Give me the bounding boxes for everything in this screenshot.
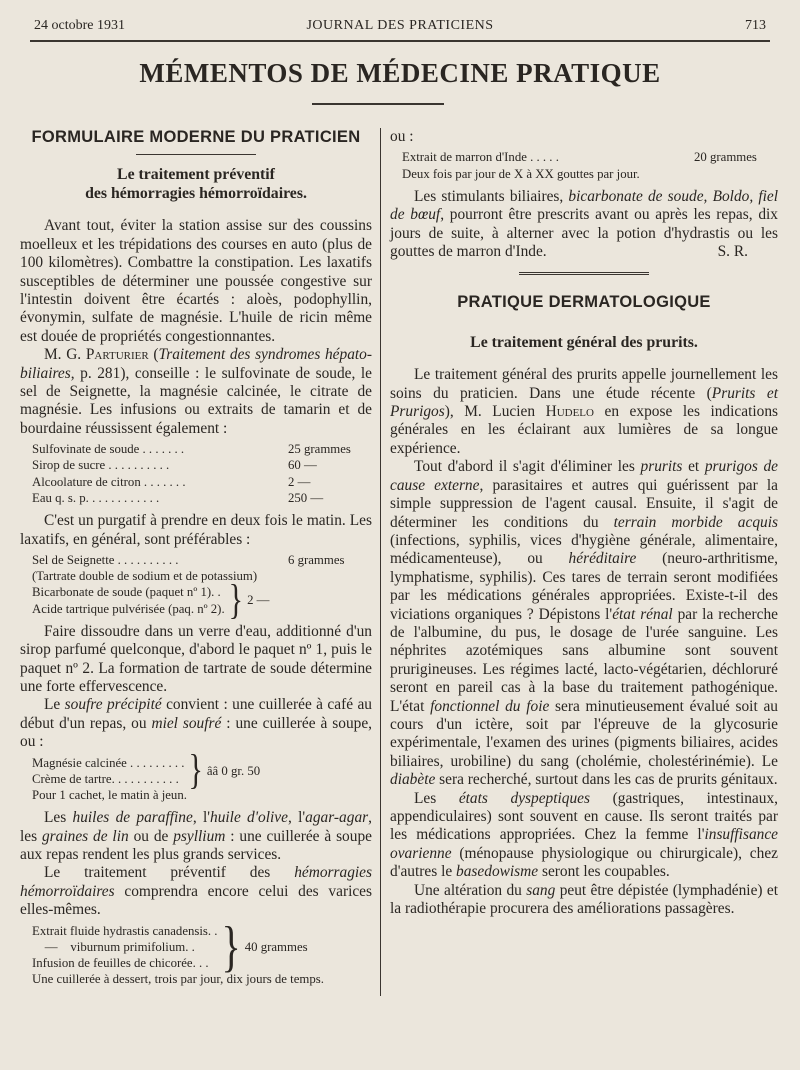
prescription-1 [32, 441, 372, 506]
section-rule [136, 154, 256, 155]
title-rule [312, 103, 444, 105]
paragraph: Tout d'abord il s'agit d'éliminer les prurits et prurigos de cause externe, parasitaires et autres qui guérissent par la simple suppression de l'agent causal. Ensuite, il s'agit de déterminer les conditions du terrain morbide acquis (infections, syphilis, vices d'hygiène générale, alimentaire, médicamenteuse), ou héréditaire (neuro-arthritisme, lymphatisme, syphilis). Ces tares de terrain seront modifiées par les médications générales appropriées. Existe-t-il des viciations organiques ? Dépistons l'état rénal par la recherche de l'albumine, du pus, le dosage de l'urée sanguine. Les néphrites azotémiques sans albumine sont souvent prurigineuses. Les régimes lacté, lacto-végétarien, déchloruré seront en pareil cas à la base du traitement pathogénique. L'état fonctionnel du foie sera minutieusement évalué soit au cours d'un ictère, soit par l'épreuve de la glycosurie expérimentale, l'examen des urines (pigments biliaires, acides biliaires, urobiline) du sang (cholémie, cholestérinémie). Le diabète sera recherché, surtout dans les cas de prurits génitaux. [390, 458, 778, 789]
author-name: M. G. Parturier [44, 346, 149, 364]
prescription-line: Sulfovinate de soude . . . . . . . 25 grammes [32, 442, 351, 457]
prescription-2 [32, 552, 372, 623]
paragraph: C'est un purgatif à prendre en deux fois le matin. Les laxatifs, en général, sont préférables : [20, 512, 372, 548]
prescription-line: Extrait de marron d'Inde . . . . . 20 grammes [402, 150, 757, 165]
prescription-note: Deux fois par jour de X à XX gouttes par jour. [402, 166, 640, 181]
header-page-number: 713 [745, 18, 766, 33]
brace: } [188, 746, 203, 794]
brace: } [228, 576, 244, 623]
prescription-4 [32, 914, 372, 988]
header-rule [30, 40, 770, 42]
prescription-group: Extrait fluide hydrastis canadensis. . — viburnum primifolium. . Infusion de feuilles de chicorée. . . } 40 grammes [32, 914, 308, 978]
signature: S. R. [717, 243, 748, 261]
page-header [34, 18, 766, 38]
prescription-3 [32, 746, 372, 804]
prescription-line: Eau q. s. p. . . . . . . . . . . . 250 — [32, 490, 324, 505]
prescription-group: Bicarbonate de soude (paquet nº 1). . Acide tartrique pulvérisée (paq. nº 2). } 2 — [32, 576, 270, 623]
paragraph: Avant tout, éviter la station assise sur des coussins moelleux et les trépidations des courses en auto (plus de 100 kilomètres). Combattre la constipation. Les laxatifs susceptibles de déterminer une poussée congestive sur l'intestin doivent être écartés : aloès, podophyllin, évonymin, sulfate de magnésie. L'huile de ricin même est douée de propriétés congestionnantes. [20, 217, 372, 345]
paragraph: Le traitement préventif des hémorragies hémorroïdaires comprendra encore celui des varices elles-mêmes. [20, 864, 372, 919]
paragraph: Le soufre précipité convient : une cuillerée à café au début d'un repas, ou miel soufré : une cuillerée à soupe, ou : [20, 696, 373, 751]
column-divider [380, 128, 381, 996]
right-column [390, 128, 778, 918]
section-separator [519, 272, 649, 275]
prescription-5 [402, 149, 778, 181]
prescription-line: (Tartrate double de sodium et de potassium) [32, 569, 258, 584]
author-name: Hudelo [545, 403, 594, 421]
prescription-note: Une cuillerée à dessert, trois par jour, dix jours de temps. [32, 972, 324, 987]
paragraph: Une altération du sang peut être dépistée (lymphadénie) et la radiothérapie procurera des améliorations passagères. [390, 881, 778, 918]
section-title-formulaire: FORMULAIRE MODERNE DU PRATICIEN [31, 128, 361, 146]
article-title-hemorroides: Le traitement préventif des hémorragies hémorroïdaires. [85, 166, 307, 203]
paragraph: Faire dissoudre dans un verre d'eau, additionné d'un sirop parfumé quelconque, d'abord le paquet nº 1, puis le paquet nº 2. La formation de tartrate de soude détermine une forte effervescence. [20, 622, 372, 695]
prescription-group: Magnésie calcinée . . . . . . . . . Crème de tartre. . . . . . . . . . . } ââ 0 gr. 50 [32, 746, 261, 794]
prescription-line: Sirop de sucre . . . . . . . . . . 60 — [32, 458, 317, 473]
paragraph: ou : [390, 128, 414, 145]
brace: } [221, 914, 241, 978]
citation: Traitement des syndromes hépato-biliaires [20, 346, 373, 382]
section-title-dermatologique: PRATIQUE DERMATOLOGIQUE [457, 292, 711, 311]
left-column [20, 128, 372, 993]
paragraph: Le traitement général des prurits appelle journellement les soins du praticien. Dans une étude récente (Prurits et Prurigos), M. Lucien Hudelo en expose les indications générales en les éclairant aux lumières de sa longue expérience. [390, 366, 778, 457]
paragraph: Les états dyspeptiques (gastriques, intestinaux, appendiculaires) sont souvent en cause. Ils seront traités par les médications appropriées. Chez la femme l'insuffisance ovarienne (ménopause physiologique ou chirurgicale), chez d'autres le basedowisme seront les coupables. [390, 789, 778, 881]
paragraph: M. G. Parturier (Traitement des syndromes hépato-biliaires, p. 281), conseille : le sulfovinate de soude, le sel de Seignette, la magnésie calcinée, le citrate de magnésie. Les infusions ou extraits de tamarin et de bourdaine réussissent également : [20, 346, 373, 437]
prescription-line: Sel de Seignette . . . . . . . . . . 6 grammes [32, 552, 345, 567]
article-title-prurits: Le traitement général des prurits. [470, 334, 698, 352]
prescription-note: Pour 1 cachet, le matin à jeun. [32, 787, 187, 802]
main-title: MÉMENTOS DE MÉDECINE PRATIQUE [139, 58, 661, 88]
paragraph: Les stimulants biliaires, bicarbonate de soude, Boldo, fiel de bœuf, pourront être prescrits avant ou après les repas, dix jours de suite, à alterner avec la potion d'hydrastis ou les gouttes de marron d'Inde. [390, 187, 778, 261]
header-journal-name: JOURNAL DES PRATICIENS [306, 18, 494, 33]
paragraph: Les huiles de paraffine, l'huile d'olive, l'agar-agar, les graines de lin ou de psyllium : une cuillerée à soupe aux repas rendent les plus grands services. [20, 809, 372, 863]
prescription-line: Alcoolature de citron . . . . . . . 2 — [32, 474, 311, 489]
header-date: 24 octobre 1931 [34, 18, 125, 33]
